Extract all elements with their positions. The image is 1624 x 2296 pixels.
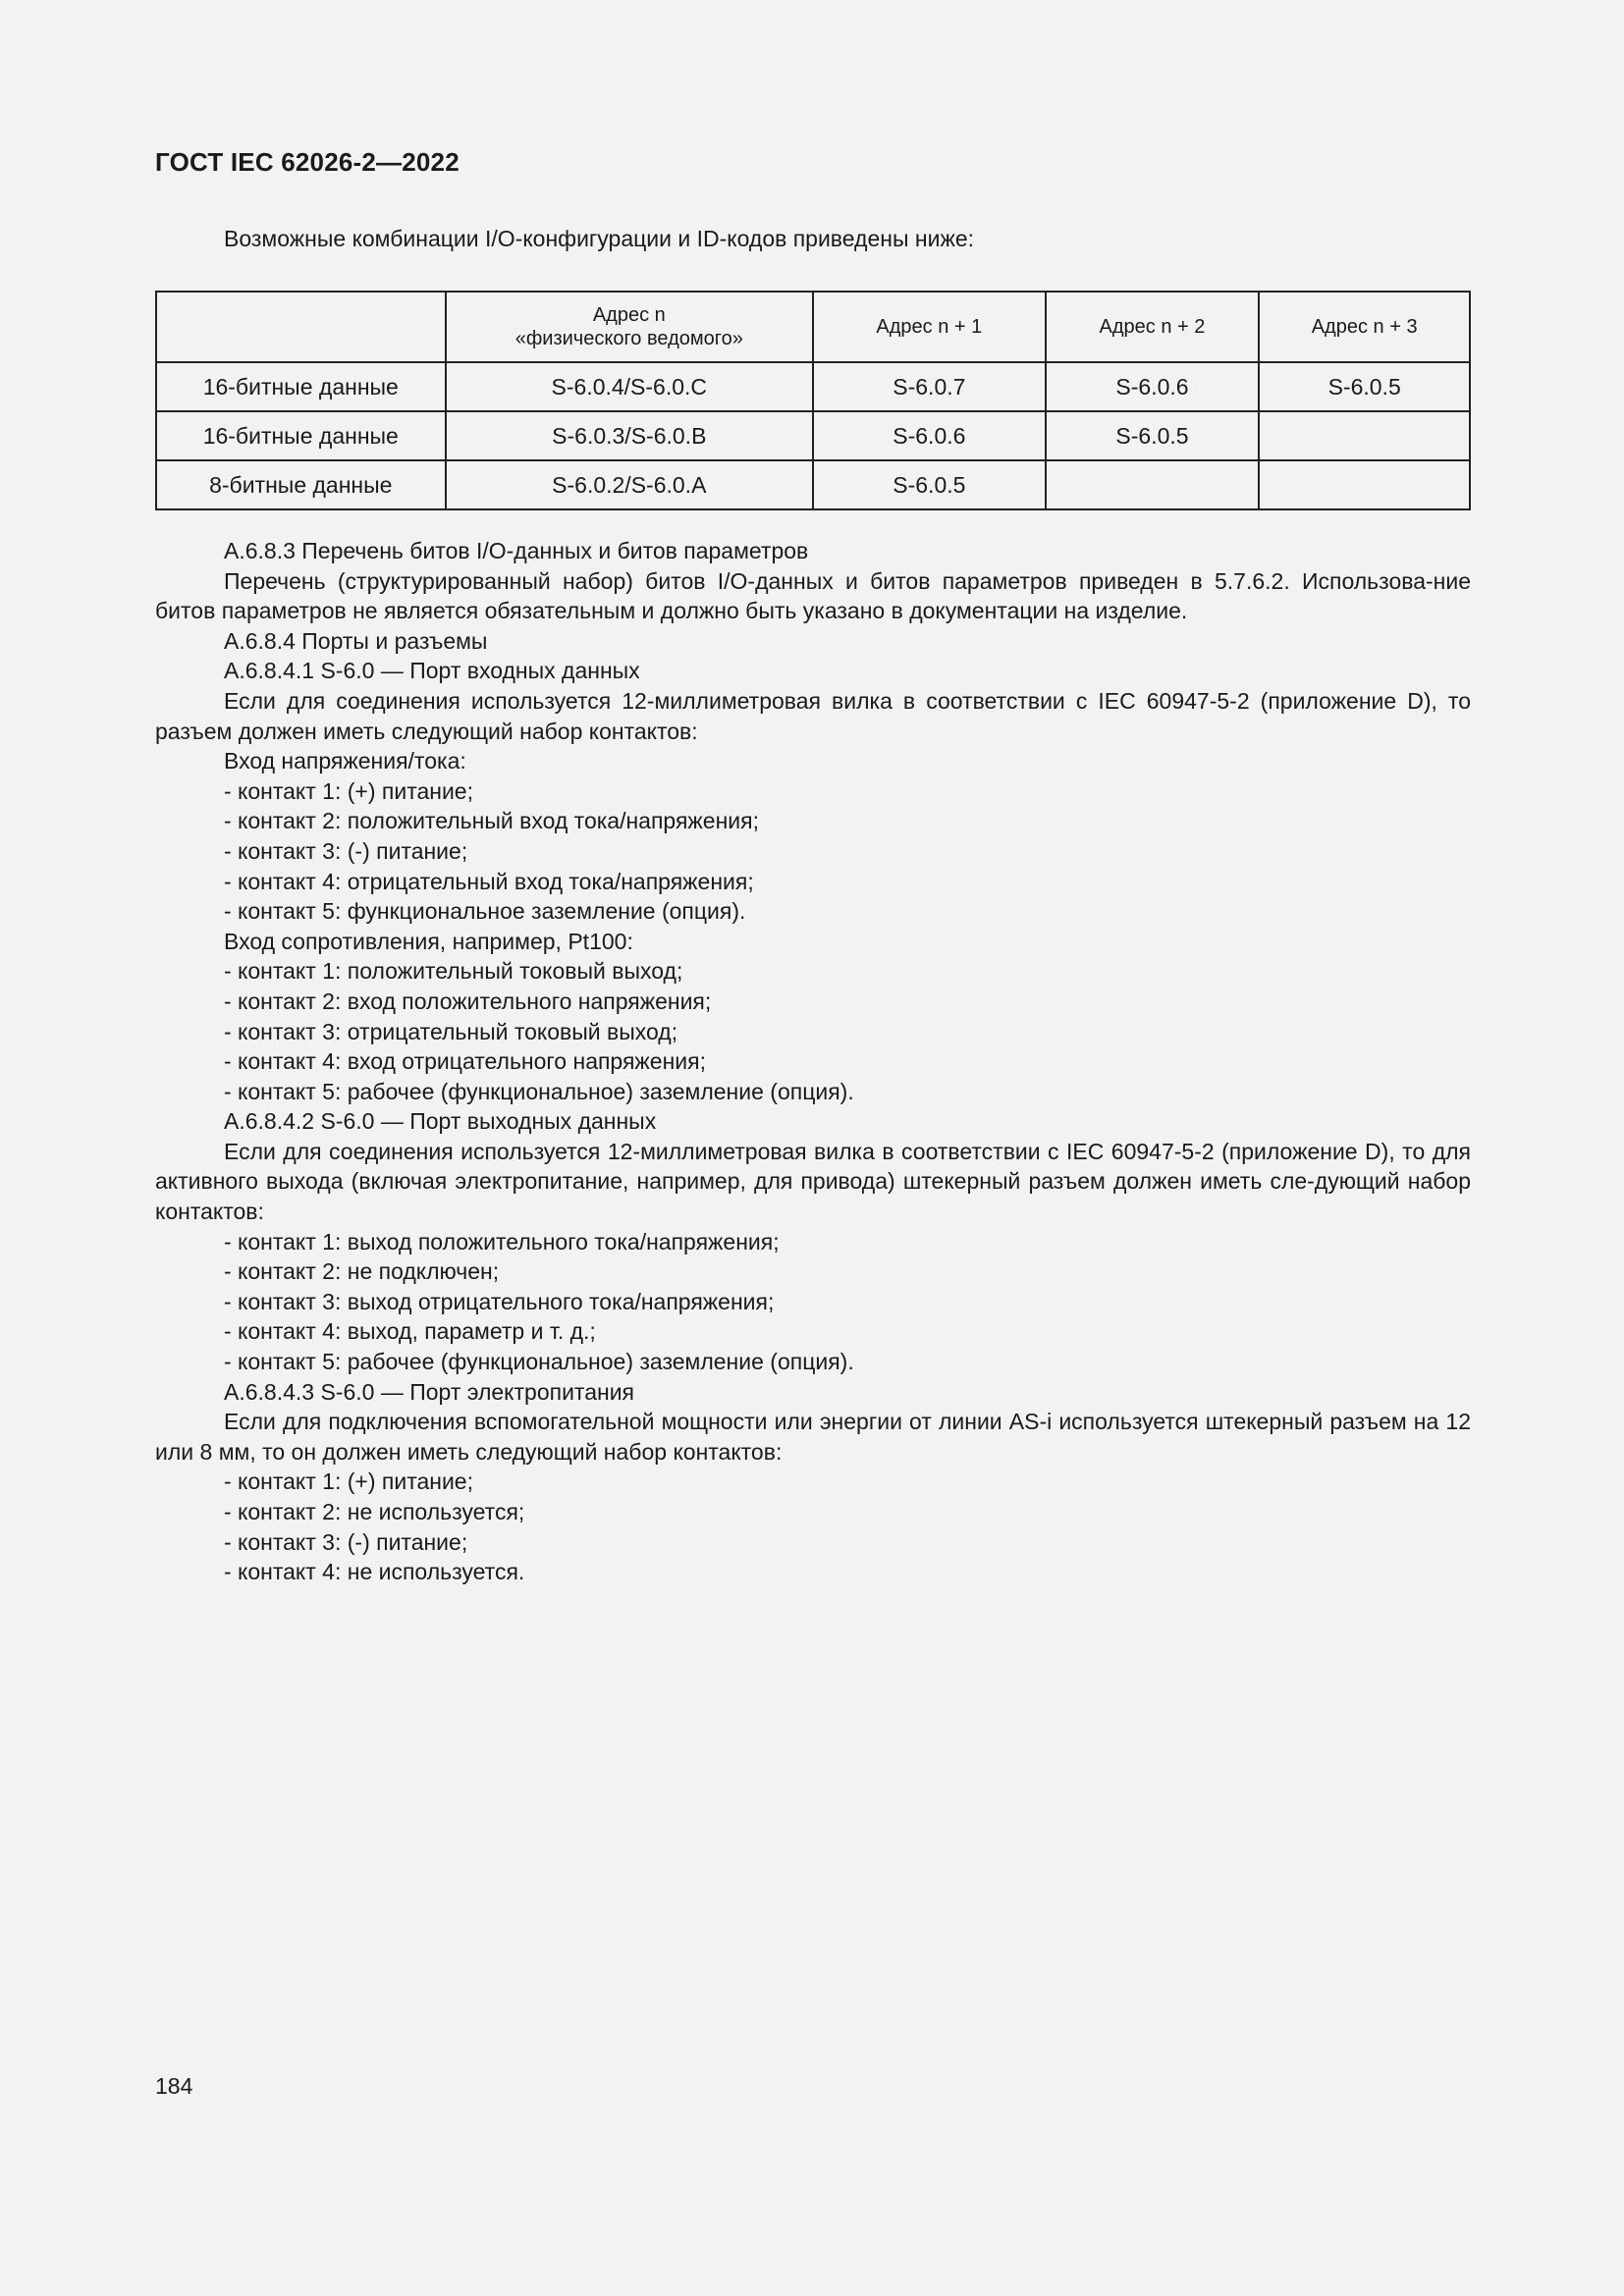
table-cell: S-6.0.2/S-6.0.A bbox=[446, 460, 813, 509]
list-item: - контакт 5: рабочее (функциональное) заземление (опция). bbox=[224, 1349, 854, 1375]
list-item: - контакт 2: не подключен; bbox=[224, 1258, 500, 1285]
table-cell: S-6.0.4/S-6.0.C bbox=[446, 362, 813, 411]
table-row bbox=[156, 411, 1470, 460]
table-cell: S-6.0.3/S-6.0.B bbox=[446, 411, 813, 460]
io-config-table bbox=[155, 291, 1471, 510]
paragraph: Если для соединения используется 12-миллиметровая вилка в соответствии с IEC 60947-5-2 (приложение D), то разъем должен иметь следующий набор контактов: bbox=[155, 687, 1471, 744]
table-cell: 8-битные данные bbox=[156, 460, 446, 509]
table-cell: S-6.0.5 bbox=[1046, 411, 1260, 460]
table-row bbox=[156, 460, 1470, 509]
list-item: - контакт 4: отрицательный вход тока/напряжения; bbox=[224, 868, 754, 894]
intro-paragraph: Возможные комбинации I/O-конфигурации и ID-кодов приведены ниже: bbox=[224, 226, 975, 251]
table-cell: S-6.0.6 bbox=[813, 411, 1046, 460]
table-header-cell-address-n3: Адрес n + 3 bbox=[1259, 292, 1470, 362]
list-item: - контакт 2: вход положительного напряжения; bbox=[224, 988, 712, 1014]
list-item: - контакт 5: функциональное заземление (опция). bbox=[224, 898, 746, 925]
table-header-line: Адрес n bbox=[592, 304, 666, 326]
table-header-cell-address-n bbox=[446, 292, 813, 362]
paragraph: Если для соединения используется 12-миллиметровая вилка в соответствии с IEC 60947-5-2 (приложение D), то для активного выхода (включая электропитание, например, для привода) штекерный разъем должен иметь сле-дующий набор контактов: bbox=[155, 1138, 1471, 1225]
table-row bbox=[156, 362, 1470, 411]
list-item: - контакт 4: выход, параметр и т. д.; bbox=[224, 1318, 596, 1345]
section-heading: А.6.8.3 Перечень битов I/O-данных и битов параметров bbox=[224, 538, 809, 563]
table-cell: S-6.0.5 bbox=[813, 460, 1046, 509]
section-heading: А.6.8.4 Порты и разъемы bbox=[224, 627, 488, 654]
list-item: - контакт 2: положительный вход тока/напряжения; bbox=[224, 808, 759, 834]
table-header-cell-empty bbox=[156, 292, 446, 362]
table-header-line: «физического ведомого» bbox=[514, 328, 743, 349]
table-cell: 16-битные данные bbox=[156, 411, 446, 460]
list-caption: Вход сопротивления, например, Pt100: bbox=[224, 928, 633, 954]
section-heading: А.6.8.4.2 S-6.0 — Порт выходных данных bbox=[224, 1108, 657, 1135]
list-item: - контакт 4: вход отрицательного напряжения; bbox=[224, 1048, 706, 1075]
list-item: - контакт 3: выход отрицательного тока/напряжения; bbox=[224, 1288, 775, 1314]
table-cell bbox=[1259, 460, 1470, 509]
table-header-row bbox=[156, 292, 1470, 362]
table-cell bbox=[1046, 460, 1260, 509]
list-item: - контакт 4: не используется. bbox=[224, 1559, 525, 1585]
paragraph: Перечень (структурированный набор) битов I/O-данных и битов параметров приведен в 5.7.6.2. Использова-ние битов параметров не является обязательным и должно быть указано в документации на изделие. bbox=[155, 567, 1471, 624]
list-item: - контакт 5: рабочее (функциональное) заземление (опция). bbox=[224, 1078, 854, 1104]
section-heading: А.6.8.4.1 S-6.0 — Порт входных данных bbox=[224, 658, 640, 684]
table-cell bbox=[1259, 411, 1470, 460]
list-item: - контакт 3: (-) питание; bbox=[224, 1528, 468, 1555]
list-item: - контакт 1: (+) питание; bbox=[224, 1468, 473, 1495]
table-header-cell-address-n1: Адрес n + 1 bbox=[813, 292, 1046, 362]
document-header-title: ГОСТ IEC 62026-2—2022 bbox=[155, 147, 460, 177]
paragraph: Если для подключения вспомогательной мощности или энергии от линии AS-i используется штекерный разъем на 12 или 8 мм, то он должен иметь следующий набор контактов: bbox=[155, 1409, 1471, 1465]
table-cell: S-6.0.6 bbox=[1046, 362, 1260, 411]
table-cell: 16-битные данные bbox=[156, 362, 446, 411]
list-caption: Вход напряжения/тока: bbox=[224, 748, 466, 774]
list-item: - контакт 1: (+) питание; bbox=[224, 777, 473, 804]
section-heading: А.6.8.4.3 S-6.0 — Порт электропитания bbox=[224, 1378, 634, 1405]
table-cell: S-6.0.7 bbox=[813, 362, 1046, 411]
list-item: - контакт 2: не используется; bbox=[224, 1499, 525, 1524]
table-cell: S-6.0.5 bbox=[1259, 362, 1470, 411]
list-item: - контакт 3: отрицательный токовый выход; bbox=[224, 1018, 678, 1044]
list-item: - контакт 1: положительный токовый выход; bbox=[224, 958, 683, 985]
table-header-cell-address-n2: Адрес n + 2 bbox=[1046, 292, 1260, 362]
page-number: 184 bbox=[155, 2073, 193, 2099]
list-item: - контакт 1: выход положительного тока/напряжения; bbox=[224, 1228, 780, 1255]
list-item: - контакт 3: (-) питание; bbox=[224, 837, 468, 864]
document-body bbox=[155, 536, 1471, 1587]
